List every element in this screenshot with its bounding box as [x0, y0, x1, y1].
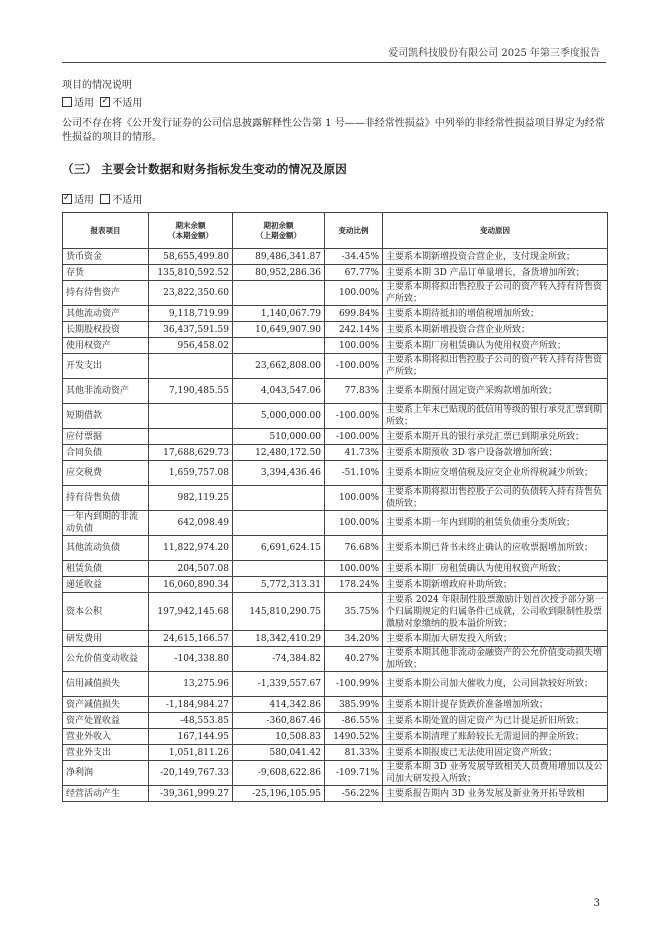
table-row [63, 631, 608, 647]
row-item: 短期借款 [63, 404, 149, 429]
row-item: 其他非流动资产 [63, 379, 149, 404]
row-end-balance: 204,507.08 [149, 561, 233, 577]
row-change-ratio: -100.99% [325, 672, 383, 697]
table-row [63, 249, 608, 265]
row-change-reason: 主要系本期处置的固定资产为已计提足折旧所致； [383, 713, 608, 729]
row-end-balance: 197,942,145.68 [149, 593, 233, 631]
row-change-reason: 主要系本期已背书未终止确认的应收票据增加所致； [383, 536, 608, 561]
row-change-ratio: 41.73% [325, 445, 383, 461]
table-row [63, 322, 608, 338]
row-change-reason: 主要系本期预付固定资产采购款增加所致； [383, 379, 608, 404]
row-change-ratio: 100.00% [325, 281, 383, 306]
table-row [63, 745, 608, 761]
row-item: 应交税费 [63, 461, 149, 486]
row-end-balance: 982,119.25 [149, 486, 233, 511]
row-change-reason: 主要系本期其他非流动金融资产的公允价值变动损失增加所致； [383, 647, 608, 672]
not-applicable-label: 不适用 [112, 195, 143, 206]
row-item: 长期股权投资 [63, 322, 149, 338]
header-item: 报表项目 [63, 213, 149, 249]
row-begin-balance: 18,342,410.29 [233, 631, 325, 647]
non-recurring-statement: 公司不存在将《公开发行证券的公司信息披露解释性公告第 1 号——非经常性损益》中列举的非经常性损益项目界定为经常性损益的项目的情形。 [62, 118, 605, 143]
row-change-reason: 主要系上年末已贴现的低信用等级的银行承兑汇票到期所致； [383, 404, 608, 429]
row-end-balance: -1,184,984.27 [149, 697, 233, 713]
row-item: 持有待售资产 [63, 281, 149, 306]
table-row [63, 306, 608, 322]
table-row [63, 354, 608, 379]
row-item: 合同负债 [63, 445, 149, 461]
table-header-row [63, 213, 608, 249]
item-explain-title: 项目的情况说明 [62, 80, 132, 91]
applicable-label: 适用 [74, 98, 94, 109]
table-row [63, 593, 608, 631]
row-change-reason: 主要系本期新增投资合营企业所致； [383, 322, 608, 338]
row-end-balance: 1,659,757.08 [149, 461, 233, 486]
row-begin-balance: -9,608,622.86 [233, 761, 325, 786]
row-change-ratio: 100.00% [325, 338, 383, 354]
row-change-ratio: 81.33% [325, 745, 383, 761]
row-change-reason: 主要系本期厂房租赁确认为使用权资产所致； [383, 561, 608, 577]
row-item: 信用减值损失 [63, 672, 149, 697]
row-item: 其他流动负债 [63, 536, 149, 561]
row-end-balance: 16,060,890.34 [149, 577, 233, 593]
row-change-ratio: -100.00% [325, 429, 383, 445]
row-item: 公允价值变动收益 [63, 647, 149, 672]
row-item: 研发费用 [63, 631, 149, 647]
table-row [63, 461, 608, 486]
header-change-reason: 变动原因 [383, 213, 608, 249]
table-row [63, 561, 608, 577]
row-change-ratio: -109.71% [325, 761, 383, 786]
row-change-ratio: 77.83% [325, 379, 383, 404]
row-item: 存货 [63, 265, 149, 281]
row-change-ratio: -100.00% [325, 404, 383, 429]
row-change-reason: 主要系本期一年内到期的租赁负债重分类所致； [383, 511, 608, 536]
row-end-balance: 1,051,811.26 [149, 745, 233, 761]
row-begin-balance: 1,140,067.79 [233, 306, 325, 322]
row-end-balance: 956,458.02 [149, 338, 233, 354]
table-row [63, 647, 608, 672]
table-row [63, 511, 608, 536]
row-item: 其他流动资产 [63, 306, 149, 322]
row-change-reason: 主要系本期计提存货跌价准备增加所致； [383, 697, 608, 713]
row-end-balance: 167,144.95 [149, 729, 233, 745]
row-begin-balance: -360,867.46 [233, 713, 325, 729]
row-item: 货币资金 [63, 249, 149, 265]
row-change-ratio: 100.00% [325, 561, 383, 577]
checkbox-unchecked-icon [100, 194, 110, 204]
row-change-reason: 主要系本期开具的银行承兑汇票已到期承兑所致； [383, 429, 608, 445]
report-header-title: 爱司凯科技股份有限公司 2025 年第三季度报告 [388, 48, 600, 59]
row-change-ratio: 35.75% [325, 593, 383, 631]
row-end-balance: 7,190,485.55 [149, 379, 233, 404]
row-change-reason: 主要系本期公司加大催收力度，公司回款较好所致； [383, 672, 608, 697]
row-begin-balance: 10,649,907.90 [233, 322, 325, 338]
row-item: 资产处置收益 [63, 713, 149, 729]
row-begin-balance: 5,000,000.00 [233, 404, 325, 429]
row-end-balance [149, 354, 233, 379]
header-change-ratio: 变动比例 [325, 213, 383, 249]
row-change-ratio: -100.00% [325, 354, 383, 379]
checkbox-checked-icon [62, 194, 72, 204]
row-end-balance: 24,615,166.57 [149, 631, 233, 647]
row-end-balance: -104,338.80 [149, 647, 233, 672]
row-change-ratio: 242.14% [325, 322, 383, 338]
row-item: 持有待售负债 [63, 486, 149, 511]
financial-changes-table [62, 212, 608, 802]
row-end-balance: 642,098.49 [149, 511, 233, 536]
header-divider [62, 62, 606, 63]
row-change-reason: 主要系本期新增政府补助所致； [383, 577, 608, 593]
row-change-reason: 主要系本期报废已无法使用固定资产所致； [383, 745, 608, 761]
table-row [63, 761, 608, 786]
row-change-ratio: 1490.52% [325, 729, 383, 745]
row-change-ratio: 76.68% [325, 536, 383, 561]
row-change-ratio: 100.00% [325, 486, 383, 511]
row-begin-balance: 580,041.42 [233, 745, 325, 761]
row-begin-balance: 80,952,286.36 [233, 265, 325, 281]
row-item: 营业外收入 [63, 729, 149, 745]
row-change-reason: 主要系本期清理了账龄较长无需退回的押金所致； [383, 729, 608, 745]
row-end-balance: 13,275.96 [149, 672, 233, 697]
row-begin-balance: 10,508.83 [233, 729, 325, 745]
row-begin-balance: 23,662,808.00 [233, 354, 325, 379]
row-begin-balance: -25,196,105.95 [233, 786, 325, 802]
intro-applicability [62, 97, 607, 111]
row-change-ratio: -34.45% [325, 249, 383, 265]
row-begin-balance [233, 338, 325, 354]
table-row [63, 536, 608, 561]
table-row [63, 338, 608, 354]
row-end-balance: 36,437,591.59 [149, 322, 233, 338]
row-begin-balance: -1,339,557.67 [233, 672, 325, 697]
row-begin-balance [233, 561, 325, 577]
row-change-ratio: 178.24% [325, 577, 383, 593]
row-change-reason: 主要系本期新增投资合营企业，支付现金所致； [383, 249, 608, 265]
section-title: （三） 主要会计数据和财务指标发生变动的情况及原因 [62, 162, 348, 176]
row-begin-balance: 510,000.00 [233, 429, 325, 445]
row-begin-balance: 4,043,547.06 [233, 379, 325, 404]
checkbox-checked-icon [100, 97, 110, 107]
row-end-balance: 9,118,719.99 [149, 306, 233, 322]
row-item: 资产减值损失 [63, 697, 149, 713]
row-change-reason: 主要系本期加大研发投入所致； [383, 631, 608, 647]
row-change-reason: 主要系本期应交增值税及应交企业所得税减少所致； [383, 461, 608, 486]
table-row [63, 265, 608, 281]
table-row [63, 445, 608, 461]
row-change-reason: 主要系本期将拟出售控股子公司的资产转入持有待售资产所致； [383, 281, 608, 306]
row-begin-balance [233, 511, 325, 536]
row-begin-balance: 6,691,624.15 [233, 536, 325, 561]
table-row [63, 429, 608, 445]
row-end-balance: -48,553.85 [149, 713, 233, 729]
table-row [63, 577, 608, 593]
row-end-balance: 58,655,499.80 [149, 249, 233, 265]
row-begin-balance: 89,486,341.87 [233, 249, 325, 265]
row-change-reason: 主要系 2024 年限制性股票激励计划首次授予部分第一个归属期规定的归属条件已成就，公司收到限制性股票激励对象缴纳的股本溢价所致； [383, 593, 608, 631]
row-begin-balance: 12,480,172.50 [233, 445, 325, 461]
row-change-reason: 主要系本期 3D 业务发展导致相关人员费用增加以及公司加大研发投入所致； [383, 761, 608, 786]
row-end-balance [149, 404, 233, 429]
row-item: 净利润 [63, 761, 149, 786]
row-end-balance: -20,149,767.33 [149, 761, 233, 786]
row-change-reason: 主要系本期将拟出售控股子公司的资产转入持有待售资产所致； [383, 354, 608, 379]
row-change-reason: 主要系本期预收 3D 客户设备款增加所致； [383, 445, 608, 461]
header-begin-balance: 期初余额 （上期金额） [233, 213, 325, 249]
row-begin-balance: 414,342.86 [233, 697, 325, 713]
page-number: 3 [593, 898, 600, 909]
not-applicable-label: 不适用 [112, 98, 143, 109]
row-end-balance: 135,810,592.52 [149, 265, 233, 281]
row-change-ratio: -56.22% [325, 786, 383, 802]
row-item: 经营活动产生 [63, 786, 149, 802]
table-row [63, 729, 608, 745]
row-change-reason: 主要系本期将拟出售控股子公司的负债转入持有待售负债所致； [383, 486, 608, 511]
row-end-balance: 11,822,974.20 [149, 536, 233, 561]
row-change-ratio: 699.84% [325, 306, 383, 322]
row-item: 一年内到期的非流动负债 [63, 511, 149, 536]
row-item: 资本公积 [63, 593, 149, 631]
row-end-balance: 17,688,629.73 [149, 445, 233, 461]
row-item: 开发支出 [63, 354, 149, 379]
row-change-ratio: 67.77% [325, 265, 383, 281]
row-change-reason: 主要系本期待抵扣的增值税增加所致； [383, 306, 608, 322]
row-begin-balance: -74,384.82 [233, 647, 325, 672]
row-change-ratio: 385.99% [325, 697, 383, 713]
row-end-balance [149, 429, 233, 445]
table-row [63, 404, 608, 429]
row-item: 营业外支出 [63, 745, 149, 761]
row-item: 使用权资产 [63, 338, 149, 354]
table-row [63, 697, 608, 713]
row-item: 租赁负债 [63, 561, 149, 577]
table-row [63, 379, 608, 404]
row-begin-balance [233, 486, 325, 511]
row-change-ratio: 100.00% [325, 511, 383, 536]
row-begin-balance: 5,772,313.31 [233, 577, 325, 593]
table-row [63, 713, 608, 729]
table-row [63, 786, 608, 802]
table-row [63, 672, 608, 697]
row-begin-balance: 145,810,290.75 [233, 593, 325, 631]
row-change-ratio: 40.27% [325, 647, 383, 672]
table-row [63, 281, 608, 306]
row-change-reason: 主要系本期厂房租赁确认为使用权资产所致； [383, 338, 608, 354]
row-change-ratio: -51.10% [325, 461, 383, 486]
row-begin-balance: 3,394,436.46 [233, 461, 325, 486]
row-item: 应付票据 [63, 429, 149, 445]
row-end-balance: 23,822,350.60 [149, 281, 233, 306]
row-change-ratio: 34.20% [325, 631, 383, 647]
row-end-balance: -39,361,999.27 [149, 786, 233, 802]
row-change-ratio: -86.55% [325, 713, 383, 729]
checkbox-unchecked-icon [62, 97, 72, 107]
row-begin-balance [233, 281, 325, 306]
row-item: 递延收益 [63, 577, 149, 593]
header-end-balance: 期末余额 （本期金额） [149, 213, 233, 249]
row-change-reason: 主要系本期 3D 产品订单量增长，备货增加所致； [383, 265, 608, 281]
table-row [63, 486, 608, 511]
row-change-reason: 主要系报告期内 3D 业务发展及新业务开拓导致相 [383, 786, 608, 802]
section-applicability [62, 194, 607, 208]
applicable-label: 适用 [74, 195, 94, 206]
